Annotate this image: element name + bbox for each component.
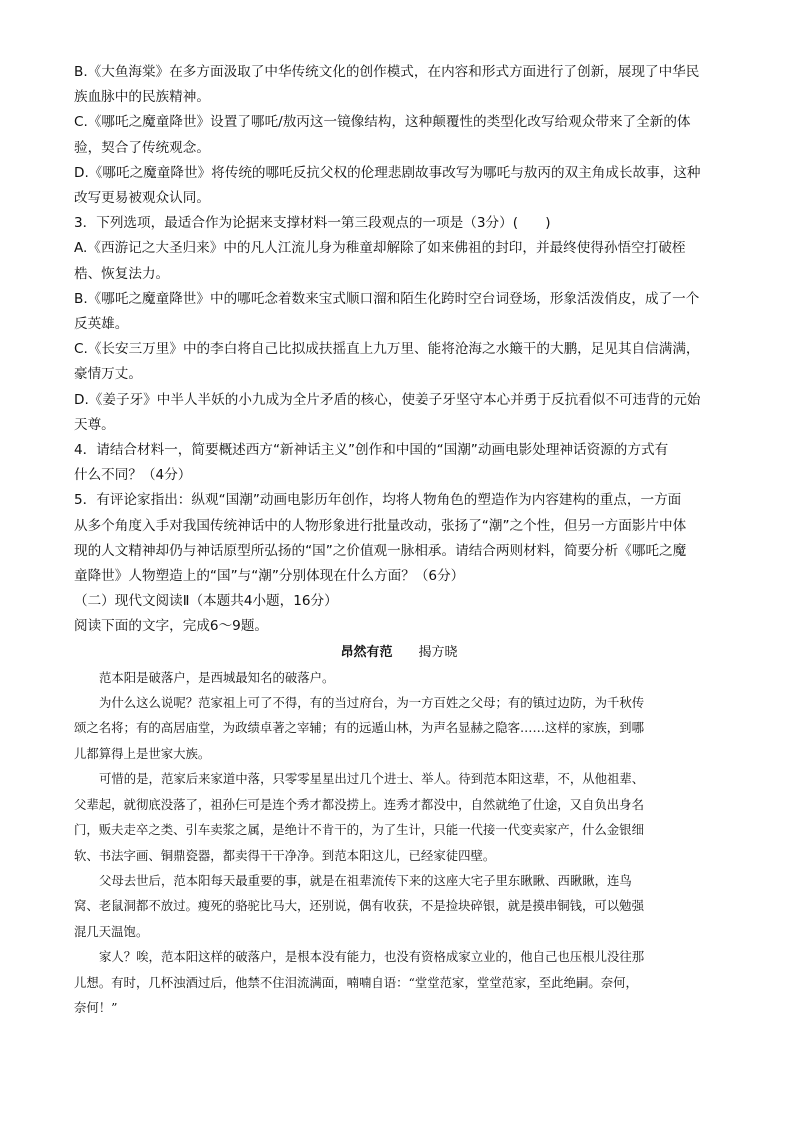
question-2-options: [74, 60, 724, 211]
option-b-line-2: 族血脉中的民族精神。: [74, 89, 210, 106]
story-paragraph-3-line-4: 软、书法字画、铜鼎瓷器，都卖得干干净净。到范本阳这儿，已经家徒四壁。: [74, 847, 496, 863]
q3-option-b-line-2: 反英雄。: [74, 316, 129, 333]
q3-option-d-line-1: D.《姜子牙》中半人半妖的小九成为全片矛盾的核心，使姜子牙坚守本心并勇于反抗看似不可违背的元始: [74, 391, 701, 408]
story-author: 揭方晓: [418, 644, 458, 660]
story-body: [74, 665, 724, 1021]
story-title: 昂然有范: [340, 644, 393, 660]
option-b-line-1: B.《大鱼海棠》在多方面汲取了中华传统文化的创作模式，在内容和形式方面进行了创新，展现了中华民: [74, 64, 700, 80]
story-paragraph-3-line-2: 父辈起，就彻底没落了，祖孙仨可是连个秀才都没捞上。连秀才都没中，自然就绝了仕途，又自负出身名: [74, 796, 644, 812]
section-instruction: 阅读下面的文字，完成6～9题。: [74, 618, 269, 635]
q3-option-a-line-2: 梏、恢复法力。: [74, 265, 170, 282]
story-paragraph-2-line-1: 为什么这么说呢？范家祖上可了不得，有的当过府台，为一方百姓之父母；有的镇过边防，为千秋传: [99, 695, 645, 711]
section-heading: （二）现代文阅读Ⅱ（本题共4小题，16分）: [74, 593, 338, 610]
story-title-row: [74, 641, 724, 665]
option-d-line-2: 改写更易被观众认同。: [74, 190, 210, 207]
story-paragraph-4-line-1: 父母去世后，范本阳每天最重要的事，就是在祖辈流传下来的这座大宅子里东瞅瞅、西瞅瞅，连鸟: [99, 872, 632, 888]
q3-option-a-line-1: A.《西游记之大圣归来》中的凡人江流儿身为稚童却解除了如来佛祖的封印，并最终使得孙悟空打破桎: [74, 240, 686, 257]
story-paragraph-3-line-3: 门，贩夫走卒之类、引车卖浆之属，是绝计不肯干的，为了生计，只能一代接一代变卖家产，什么金银细: [74, 822, 644, 838]
question-5-line-4: 童降世》人物塑造上的“国”与“潮”分别体现在什么方面？（6分）: [74, 568, 465, 585]
option-c-line-2: 验，契合了传统观念。: [74, 139, 210, 156]
q3-option-d-line-2: 天尊。: [74, 416, 115, 433]
question-5-line-3: 现的人文精神却仍与神话原型所弘扬的“国”之价值观一脉相承。请结合两则材料，简要分析《哪吒之魔: [74, 542, 687, 559]
story-paragraph-5-line-3: 奈何！”: [74, 999, 118, 1015]
story-paragraph-3-line-1: 可惜的是，范家后来家道中落，只零零星星出过几个进士、举人。待到范本阳这辈，不，从他祖辈、: [99, 771, 645, 787]
option-c-line-1: C.《哪吒之魔童降世》设置了哪吒/敖丙这一镜像结构，这种颠覆性的类型化改写给观众带来了全新的体: [74, 114, 691, 131]
question-3-stem: 3．下列选项，最适合作为论据来支撑材料一第三段观点的一项是（3分）( ): [74, 215, 551, 232]
story-paragraph-4-line-3: 混几天温饱。: [74, 923, 149, 939]
q3-option-b-line-1: B.《哪吒之魔童降世》中的哪吒念着数来宝式顺口溜和陌生化跨时空台词登场，形象活泼俏皮，成了一个: [74, 290, 700, 307]
question-4: [74, 438, 724, 488]
story-paragraph-1: 范本阳是破落户，是西城最知名的破落户。: [99, 669, 335, 685]
exam-page: [74, 60, 724, 1020]
question-4-line-2: 什么不同？（4分）: [74, 467, 192, 484]
story-paragraph-5-line-2: 儿想。有时，几杯浊酒过后，他禁不住泪流满面，喃喃自语：“堂堂范家，堂堂范家，至此绝嗣。奈何，: [74, 974, 638, 990]
story-paragraph-5-line-1: 家人？唉，范本阳这样的破落户，是根本没有能力，也没有资格成家立业的，他自己也压根儿没往那: [99, 949, 645, 965]
story-paragraph-2-line-3: 儿都算得上是世家大族。: [74, 745, 211, 761]
story-paragraph-4-line-2: 窝、老鼠洞都不放过。瘦死的骆驼比马大，还别说，偶有收获，不是捡块碎银，就是摸串铜钱，可以勉强: [74, 898, 644, 914]
option-d-line-1: D.《哪吒之魔童降世》将传统的哪吒反抗父权的伦理悲剧故事改写为哪吒与敖丙的双主角成长故事，这种: [74, 164, 701, 181]
q3-option-c-line-1: C.《长安三万里》中的李白将自己比拟成扶摇直上九万里、能将沧海之水簸干的大鹏，足见其自信满满，: [74, 341, 700, 358]
question-5-line-2: 从多个角度入手对我国传统神话中的人物形象进行批量改动，张扬了“潮”之个性，但另一方面影片中体: [74, 517, 687, 534]
question-3: [74, 211, 724, 438]
question-5-line-1: 5．有评论家指出：纵观“国潮”动画电影历年创作，均将人物角色的塑造作为内容建构的重点，一方面: [74, 492, 682, 509]
question-4-line-1: 4．请结合材料一，简要概述西方“新神话主义”创作和中国的“国潮”动画电影处理神话资源的方式有: [74, 442, 669, 459]
q3-option-c-line-2: 豪情万丈。: [74, 366, 142, 383]
question-5: [74, 488, 724, 589]
story-paragraph-2-line-2: 颂之名将；有的高居庙堂，为政绩卓著之宰辅；有的远遁山林，为声名显赫之隐客……这样的家族，到哪: [74, 720, 644, 736]
